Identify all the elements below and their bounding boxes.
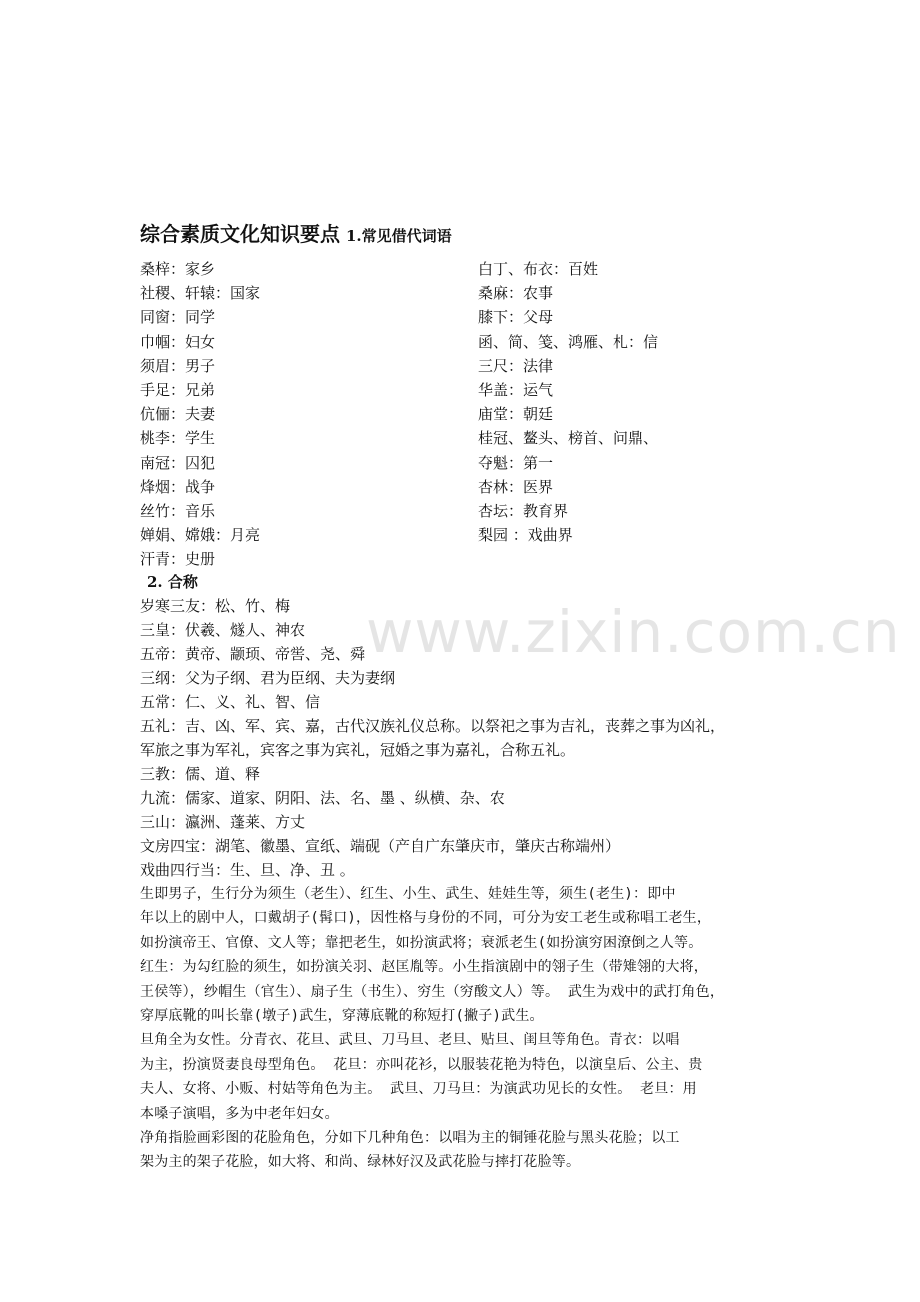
paragraph-line: 如扮演帝王、官僚、文人等；靠把老生，如扮演武将；衰派老生(如扮演穷困潦倒之人等。 (140, 934, 703, 951)
paragraph-line: 为主，扮演贤妻良母型角色。 花旦：亦叫花衫，以服装花艳为特色，以演皇后、公主、贵 (140, 1056, 703, 1073)
term-left: 烽烟：战争 (140, 477, 216, 496)
term-right: 庙堂：朝廷 (478, 405, 554, 424)
opera-roles-notes (140, 882, 724, 1175)
term-left: 手足：兄弟 (140, 380, 216, 399)
term-left: 须眉：男子 (140, 356, 216, 375)
list-item: 岁寒三友：松、竹、梅 (140, 597, 291, 615)
term-left: 婵娟、嫦娥：月亮 (140, 526, 261, 545)
paragraph-line: 王侯等），纱帽生（官生）、扇子生（书生）、穷生（穷酸文人）等。 武生为戏中的武打角色， (140, 983, 725, 1000)
paragraph-line: 旦角全为女性。分青衣、花旦、武旦、刀马旦、老旦、贴旦、闺旦等角色。青衣：以唱 (140, 1032, 680, 1049)
metonymy-table (140, 257, 700, 571)
page-title (140, 218, 452, 247)
term-left: 社稷、轩辕：国家 (140, 284, 261, 303)
term-left: 桃李：学生 (140, 429, 216, 448)
term-left: 桑梓：家乡 (140, 260, 216, 278)
paragraph-line: 年以上的剧中人，口戴胡子(髯口)，因性格与身份的不同，可分为安工老生或称唱工老生， (140, 910, 712, 927)
term-right: 膝下：父母 (478, 308, 554, 327)
term-right: 白丁、布衣：百姓 (478, 260, 599, 278)
section1-heading: 1.常见借代词语 (346, 227, 452, 245)
section2-list (140, 594, 725, 882)
list-item: 五常：仁、义、礼、智、信 (140, 693, 321, 711)
term-right: 函、简、笺、鸿雁、札：信 (478, 332, 659, 351)
paragraph-line: 净角指脸画彩图的花脸角色，分如下几种角色：以唱为主的铜锤花脸与黑头花脸；以工 (140, 1129, 680, 1146)
list-item: 三纲：父为子纲、君为臣纲、夫为妻纲 (140, 669, 396, 687)
list-item: 九流：儒家、道家、阴阳、法、名、墨 、纵横、杂、农 (140, 789, 505, 807)
paragraph-line: 夫人、女将、小贩、村姑等角色为主。 武旦、刀马旦：为演武功见长的女性。 老旦：用 (140, 1081, 697, 1098)
list-item: 三教：儒、道、释 (140, 765, 261, 783)
list-item: 军旅之事为军礼，宾客之事为宾礼，冠婚之事为嘉礼，合称五礼。 (140, 741, 576, 759)
list-item: 戏曲四行当：生、旦、净、丑 。 (140, 861, 355, 879)
watermark: www.zixin.com.cn (366, 598, 901, 666)
list-item: 五帝：黄帝、颛顼、帝喾、尧、舜 (140, 645, 366, 663)
term-right (478, 547, 700, 571)
term-right: 梨园 ：戏曲界 (478, 526, 573, 545)
paragraph-line: 生即男子，生行分为须生（老生）、红生、小生、武生、娃娃生等，须生(老生)：即中 (140, 886, 676, 902)
term-right: 杏坛：教育界 (478, 501, 569, 520)
term-left: 南冠：囚犯 (140, 453, 216, 472)
list-item: 五礼：吉、凶、军、宾、嘉，古代汉族礼仪总称。以祭祀之事为吉礼，丧葬之事为凶礼， (140, 717, 726, 735)
term-right: 杏林：医界 (478, 477, 554, 496)
term-left: 丝竹：音乐 (140, 501, 216, 520)
term-right: 华盖：运气 (478, 380, 554, 399)
term-right: 桂冠、鳌头、榜首、问鼎、 (478, 429, 659, 448)
paragraph-line: 红生：为勾红脸的须生，如扮演关羽、赵匡胤等。小生指演剧中的翎子生（带雉翎的大将， (140, 959, 708, 976)
term-left: 伉俪：夫妻 (140, 405, 216, 424)
term-left: 汗青：史册 (140, 550, 216, 569)
term-right: 夺魁：第一 (478, 453, 554, 472)
term-left: 同窗：同学 (140, 308, 216, 327)
list-item: 三山：瀛洲、蓬莱、方丈 (140, 813, 306, 831)
paragraph-line: 架为主的架子花脸，如大将、和尚、绿林好汉及武花脸与摔打花脸等。 (140, 1154, 581, 1171)
list-item: 文房四宝：湖笔、徽墨、宣纸、端砚（产自广东肇庆市，肇庆古称端州） (140, 837, 621, 855)
term-right: 三尺：法律 (478, 356, 554, 375)
term-left: 巾帼：妇女 (140, 332, 216, 351)
paragraph-line: 本嗓子演唱，多为中老年妇女。 (140, 1105, 339, 1122)
document-title: 综合素质文化知识要点 (140, 222, 340, 246)
section2-heading: 2. 合称 (147, 573, 198, 591)
term-right: 桑麻：农事 (478, 284, 554, 303)
paragraph-line: 穿厚底靴的叫长靠(墩子)武生，穿薄底靴的称短打(撇子)武生。 (140, 1007, 544, 1024)
list-item: 三皇：伏羲、燧人、神农 (140, 621, 306, 639)
